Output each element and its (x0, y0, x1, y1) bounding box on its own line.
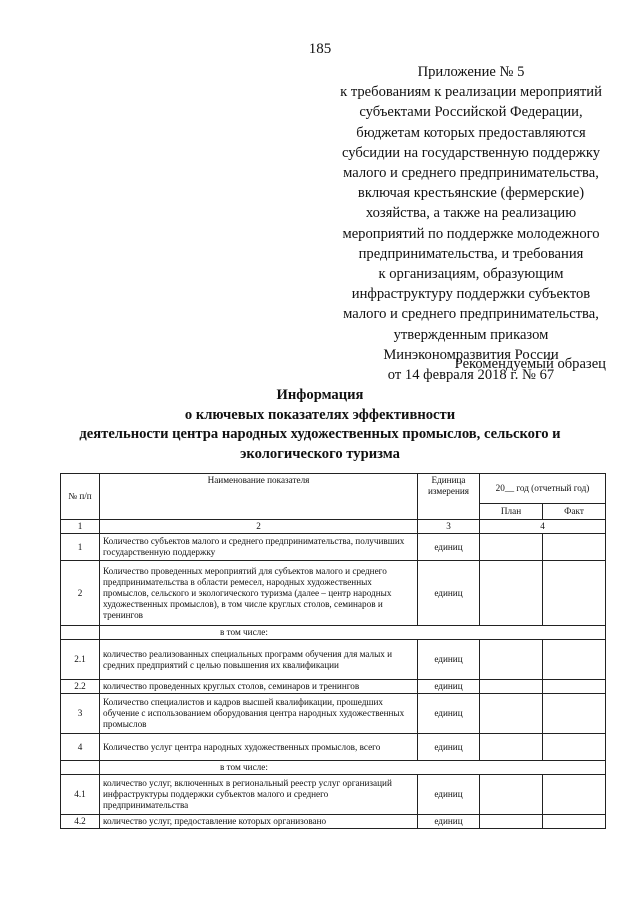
appendix-line: мероприятий по поддержке молодежного (342, 225, 600, 242)
subheader-num-cell (61, 626, 100, 640)
row-name: Количество специалистов и кадров высшей квалификации, прошедших обучение с использованием оборудования центра народных художественных промыслов (100, 694, 418, 734)
table-row (61, 534, 606, 561)
page-number: 185 (308, 41, 332, 57)
appendix-line: малого и среднего предпринимательства, (343, 165, 599, 182)
table-row (61, 561, 606, 626)
row-name: Количество субъектов малого и среднего предпринимательства, получивших государственную поддержку (100, 534, 418, 561)
row-fact-cell (543, 734, 606, 761)
appendix-line: субсидии на государственную поддержку (341, 144, 601, 161)
row-num: 2.2 (61, 680, 100, 694)
appendix-line: инфраструктуру поддержки субъектов (351, 286, 591, 303)
appendix-line: включая крестьянские (фермерские) (357, 185, 585, 202)
row-fact-cell (543, 680, 606, 694)
appendix-line: к требованиям к реализации мероприятий (340, 84, 602, 101)
row-num: 2.1 (61, 640, 100, 680)
subheader-label: в том числе: (100, 761, 606, 775)
title-line: деятельности центра народных художественных промыслов, сельского и (79, 426, 561, 442)
appendix-line: предпринимательства, и требования (358, 245, 584, 262)
appendix-line: малого и среднего предпринимательства, (343, 306, 599, 323)
header-name: Наименование показателя (100, 474, 418, 520)
header-year: 20__ год (отчетный год) (480, 474, 606, 504)
row-plan-cell (480, 561, 543, 626)
table-subheader-row (61, 761, 606, 775)
header-unit: Единица измерения (418, 474, 480, 520)
row-name: Количество проведенных мероприятий для субъектов малого и среднего предпринимательства в области ремесел, народных художественных промыслов, сельского и экологического туризма (далее – центр народных художественных промыслов), в том числе круглых столов, семинаров и тренингов (100, 561, 418, 626)
row-unit: единиц (418, 680, 480, 694)
row-unit: единиц (418, 561, 480, 626)
row-unit: единиц (418, 734, 480, 761)
subheader-label: в том числе: (100, 626, 606, 640)
row-name: количество проведенных круглых столов, семинаров и тренингов (100, 680, 418, 694)
row-plan-cell (480, 775, 543, 815)
col-number: 3 (418, 520, 480, 534)
table-row (61, 775, 606, 815)
row-plan-cell (480, 815, 543, 829)
row-plan-cell (480, 640, 543, 680)
header-num: № п/п (61, 474, 100, 520)
row-unit: единиц (418, 640, 480, 680)
row-num: 2 (61, 561, 100, 626)
row-plan-cell (480, 534, 543, 561)
row-unit: единиц (418, 815, 480, 829)
row-unit: единиц (418, 534, 480, 561)
row-name: Количество услуг центра народных художественных промыслов, всего (100, 734, 418, 761)
appendix-line: бюджетам которых предоставляются (356, 124, 586, 141)
row-unit: единиц (418, 694, 480, 734)
row-fact-cell (543, 775, 606, 815)
appendix-line: Минэкономразвития России (383, 346, 559, 363)
appendix-block (318, 62, 624, 385)
row-fact-cell (543, 815, 606, 829)
appendix-line: субъектами Российской Федерации, (359, 104, 583, 121)
row-num: 4 (61, 734, 100, 761)
row-fact-cell (543, 534, 606, 561)
appendix-line: Приложение № 5 (417, 64, 525, 80)
appendix-line: хозяйства, а также на реализацию (365, 205, 577, 222)
header-fact: Факт (543, 504, 606, 520)
col-number: 4 (480, 520, 606, 534)
title-line: о ключевых показателях эффективности (184, 406, 456, 423)
row-fact-cell (543, 694, 606, 734)
table-row (61, 694, 606, 734)
row-num: 4.1 (61, 775, 100, 815)
appendix-line: утвержденным приказом (393, 326, 549, 343)
col-number: 1 (61, 520, 100, 534)
title-line: экологического туризма (240, 445, 400, 462)
row-num: 1 (61, 534, 100, 561)
table-subheader-row (61, 626, 606, 640)
recommended-sample-label: Рекомендуемый образец (454, 356, 606, 372)
row-name: количество реализованных специальных программ обучения для малых и средних предприятий с целью повышения их квалификации (100, 640, 418, 680)
subheader-num-cell (61, 761, 100, 775)
row-fact-cell (543, 561, 606, 626)
kpi-table (60, 473, 606, 829)
row-unit: единиц (418, 775, 480, 815)
table-row (61, 680, 606, 694)
appendix-line: к организациям, образующим (378, 266, 564, 283)
row-name: количество услуг, включенных в региональный реестр услуг организаций инфраструктуры поддержки субъектов малого и среднего предпринимательства (100, 775, 418, 815)
header-plan: План (480, 504, 543, 520)
row-num: 3 (61, 694, 100, 734)
col-number: 2 (100, 520, 418, 534)
row-plan-cell (480, 734, 543, 761)
row-plan-cell (480, 694, 543, 734)
table-row (61, 815, 606, 829)
row-fact-cell (543, 640, 606, 680)
row-plan-cell (480, 680, 543, 694)
row-num: 4.2 (61, 815, 100, 829)
document-title (0, 386, 640, 464)
row-name: количество услуг, предоставление которых организовано (100, 815, 418, 829)
table-row (61, 734, 606, 761)
title-line: Информация (276, 387, 364, 403)
appendix-line: от 14 февраля 2018 г. № 67 (387, 367, 555, 384)
table-row (61, 640, 606, 680)
